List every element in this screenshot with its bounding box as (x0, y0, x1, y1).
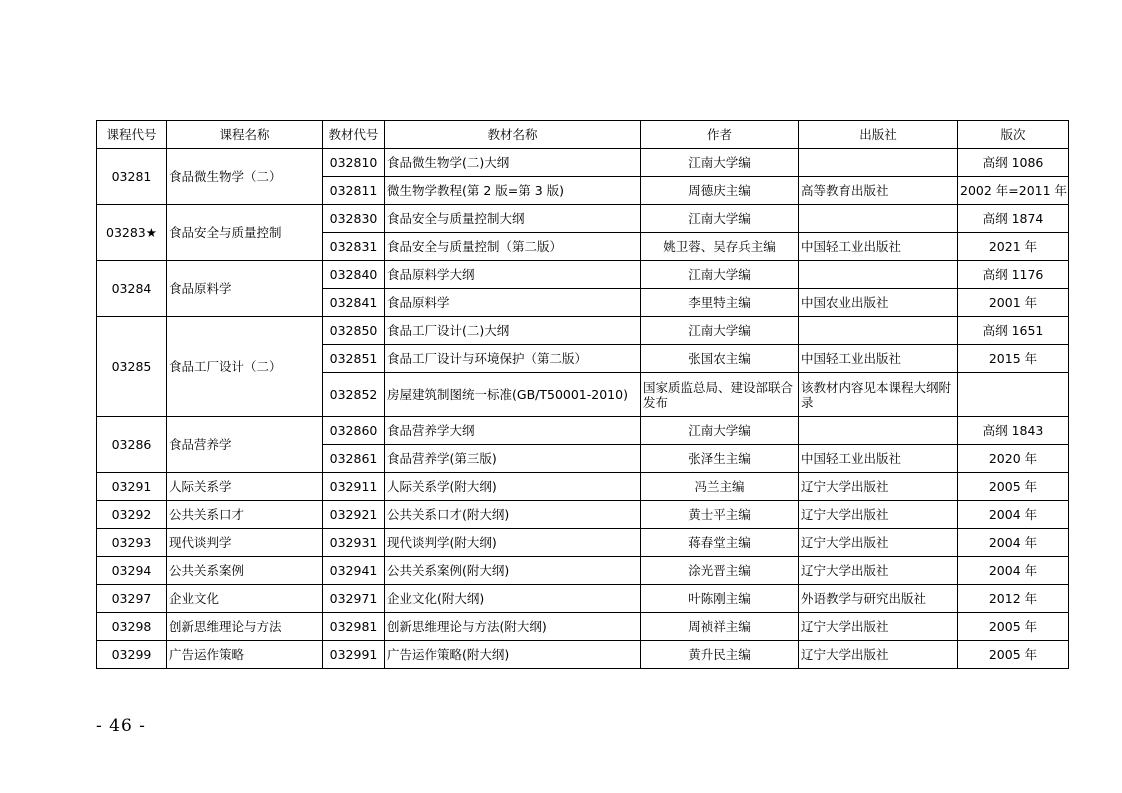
edition-cell: 2005 年 (958, 473, 1069, 501)
textbook-name-cell: 现代谈判学(附大纲) (385, 529, 641, 557)
author-cell: 周德庆主编 (641, 177, 799, 205)
table-row (97, 557, 1069, 585)
header-edition: 版次 (958, 121, 1069, 149)
course-name-cell: 广告运作策略 (167, 641, 323, 669)
course-name-cell: 人际关系学 (167, 473, 323, 501)
course-name-cell: 企业文化 (167, 585, 323, 613)
course-name-cell: 公共关系口才 (167, 501, 323, 529)
table-row (97, 149, 1069, 177)
author-cell: 江南大学编 (641, 417, 799, 445)
course-code-cell: 03283★ (97, 205, 167, 261)
edition-cell (958, 373, 1069, 417)
table-row (97, 205, 1069, 233)
edition-cell: 2021 年 (958, 233, 1069, 261)
textbook-name-cell: 人际关系学(附大纲) (385, 473, 641, 501)
edition-cell: 2005 年 (958, 613, 1069, 641)
header-publisher: 出版社 (799, 121, 958, 149)
author-cell: 李里特主编 (641, 289, 799, 317)
edition-cell: 2012 年 (958, 585, 1069, 613)
textbook-name-cell: 食品原料学 (385, 289, 641, 317)
textbook-name-cell: 创新思维理论与方法(附大纲) (385, 613, 641, 641)
author-cell: 江南大学编 (641, 261, 799, 289)
edition-cell: 2004 年 (958, 501, 1069, 529)
textbook-code-cell: 032810 (323, 149, 385, 177)
textbook-code-cell: 032851 (323, 345, 385, 373)
edition-cell: 2005 年 (958, 641, 1069, 669)
textbook-name-cell: 食品安全与质量控制大纲 (385, 205, 641, 233)
textbook-code-cell: 032981 (323, 613, 385, 641)
course-name-cell: 食品工厂设计（二） (167, 317, 323, 417)
table-row (97, 585, 1069, 613)
course-name-cell: 公共关系案例 (167, 557, 323, 585)
header-author: 作者 (641, 121, 799, 149)
publisher-cell (799, 417, 958, 445)
textbook-code-cell: 032850 (323, 317, 385, 345)
textbook-code-cell: 032931 (323, 529, 385, 557)
course-code-cell: 03292 (97, 501, 167, 529)
edition-cell: 高纲 1176 (958, 261, 1069, 289)
table-row (97, 417, 1069, 445)
textbook-code-cell: 032921 (323, 501, 385, 529)
course-name-cell: 创新思维理论与方法 (167, 613, 323, 641)
author-cell: 叶陈刚主编 (641, 585, 799, 613)
page-number: - 46 - (96, 716, 146, 736)
textbook-name-cell: 微生物学教程(第 2 版=第 3 版) (385, 177, 641, 205)
edition-cell: 2015 年 (958, 345, 1069, 373)
textbook-name-cell: 食品工厂设计与环境保护（第二版） (385, 345, 641, 373)
publisher-cell: 高等教育出版社 (799, 177, 958, 205)
edition-cell: 2002 年=2011 年 (958, 177, 1069, 205)
course-code-cell: 03293 (97, 529, 167, 557)
edition-cell: 2001 年 (958, 289, 1069, 317)
course-name-cell: 食品营养学 (167, 417, 323, 473)
textbook-code-cell: 032941 (323, 557, 385, 585)
table-row (97, 613, 1069, 641)
author-cell: 江南大学编 (641, 149, 799, 177)
course-name-cell: 食品安全与质量控制 (167, 205, 323, 261)
author-cell: 江南大学编 (641, 205, 799, 233)
textbook-name-cell: 食品工厂设计(二)大纲 (385, 317, 641, 345)
table-row (97, 261, 1069, 289)
table-row (97, 529, 1069, 557)
course-code-cell: 03286 (97, 417, 167, 473)
publisher-cell: 中国轻工业出版社 (799, 445, 958, 473)
table-body (97, 149, 1069, 669)
publisher-cell: 辽宁大学出版社 (799, 641, 958, 669)
textbook-name-cell: 房屋建筑制图统一标准(GB/T50001-2010) (385, 373, 641, 417)
textbook-name-cell: 企业文化(附大纲) (385, 585, 641, 613)
course-code-cell: 03291 (97, 473, 167, 501)
course-name-cell: 食品原料学 (167, 261, 323, 317)
textbook-code-cell: 032860 (323, 417, 385, 445)
header-textbook-name: 教材名称 (385, 121, 641, 149)
course-name-cell: 食品微生物学（二） (167, 149, 323, 205)
textbook-code-cell: 032840 (323, 261, 385, 289)
textbook-name-cell: 广告运作策略(附大纲) (385, 641, 641, 669)
author-cell: 黄升民主编 (641, 641, 799, 669)
course-code-cell: 03285 (97, 317, 167, 417)
publisher-cell: 中国轻工业出版社 (799, 345, 958, 373)
publisher-cell: 外语教学与研究出版社 (799, 585, 958, 613)
course-code-cell: 03294 (97, 557, 167, 585)
publisher-cell (799, 317, 958, 345)
author-cell: 蒋春堂主编 (641, 529, 799, 557)
textbook-name-cell: 食品安全与质量控制（第二版） (385, 233, 641, 261)
edition-cell: 2020 年 (958, 445, 1069, 473)
publisher-cell: 辽宁大学出版社 (799, 557, 958, 585)
publisher-cell: 中国农业出版社 (799, 289, 958, 317)
publisher-cell (799, 149, 958, 177)
course-code-cell: 03299 (97, 641, 167, 669)
header-row (97, 121, 1069, 149)
table-row (97, 501, 1069, 529)
table-row (97, 473, 1069, 501)
course-name-cell: 现代谈判学 (167, 529, 323, 557)
table-row (97, 641, 1069, 669)
textbook-code-cell: 032911 (323, 473, 385, 501)
author-cell: 周祯祥主编 (641, 613, 799, 641)
textbook-code-cell: 032971 (323, 585, 385, 613)
course-code-cell: 03298 (97, 613, 167, 641)
header-course-name: 课程名称 (167, 121, 323, 149)
textbook-code-cell: 032830 (323, 205, 385, 233)
textbook-name-cell: 公共关系案例(附大纲) (385, 557, 641, 585)
textbook-code-cell: 032831 (323, 233, 385, 261)
textbook-name-cell: 食品微生物学(二)大纲 (385, 149, 641, 177)
textbook-code-cell: 032811 (323, 177, 385, 205)
edition-cell: 高纲 1086 (958, 149, 1069, 177)
edition-cell: 高纲 1651 (958, 317, 1069, 345)
author-cell: 冯兰主编 (641, 473, 799, 501)
course-code-cell: 03297 (97, 585, 167, 613)
textbook-name-cell: 公共关系口才(附大纲) (385, 501, 641, 529)
publisher-cell: 该教材内容见本课程大纲附录 (799, 373, 958, 417)
publisher-cell: 辽宁大学出版社 (799, 529, 958, 557)
course-code-cell: 03284 (97, 261, 167, 317)
author-cell: 国家质监总局、建设部联合发布 (641, 373, 799, 417)
table-row (97, 317, 1069, 345)
publisher-cell: 辽宁大学出版社 (799, 501, 958, 529)
publisher-cell: 辽宁大学出版社 (799, 613, 958, 641)
author-cell: 涂光晋主编 (641, 557, 799, 585)
textbook-code-cell: 032841 (323, 289, 385, 317)
publisher-cell: 辽宁大学出版社 (799, 473, 958, 501)
textbook-code-cell: 032991 (323, 641, 385, 669)
publisher-cell (799, 205, 958, 233)
author-cell: 江南大学编 (641, 317, 799, 345)
textbook-name-cell: 食品营养学(第三版) (385, 445, 641, 473)
edition-cell: 2004 年 (958, 557, 1069, 585)
textbook-code-cell: 032852 (323, 373, 385, 417)
edition-cell: 高纲 1874 (958, 205, 1069, 233)
textbook-name-cell: 食品营养学大纲 (385, 417, 641, 445)
course-code-cell: 03281 (97, 149, 167, 205)
header-textbook-code: 教材代号 (323, 121, 385, 149)
edition-cell: 高纲 1843 (958, 417, 1069, 445)
author-cell: 姚卫蓉、吴存兵主编 (641, 233, 799, 261)
header-course-code: 课程代号 (97, 121, 167, 149)
publisher-cell: 中国轻工业出版社 (799, 233, 958, 261)
textbook-name-cell: 食品原料学大纲 (385, 261, 641, 289)
textbook-code-cell: 032861 (323, 445, 385, 473)
author-cell: 张国农主编 (641, 345, 799, 373)
author-cell: 黄士平主编 (641, 501, 799, 529)
publisher-cell (799, 261, 958, 289)
edition-cell: 2004 年 (958, 529, 1069, 557)
author-cell: 张泽生主编 (641, 445, 799, 473)
course-textbook-table (96, 120, 1069, 669)
